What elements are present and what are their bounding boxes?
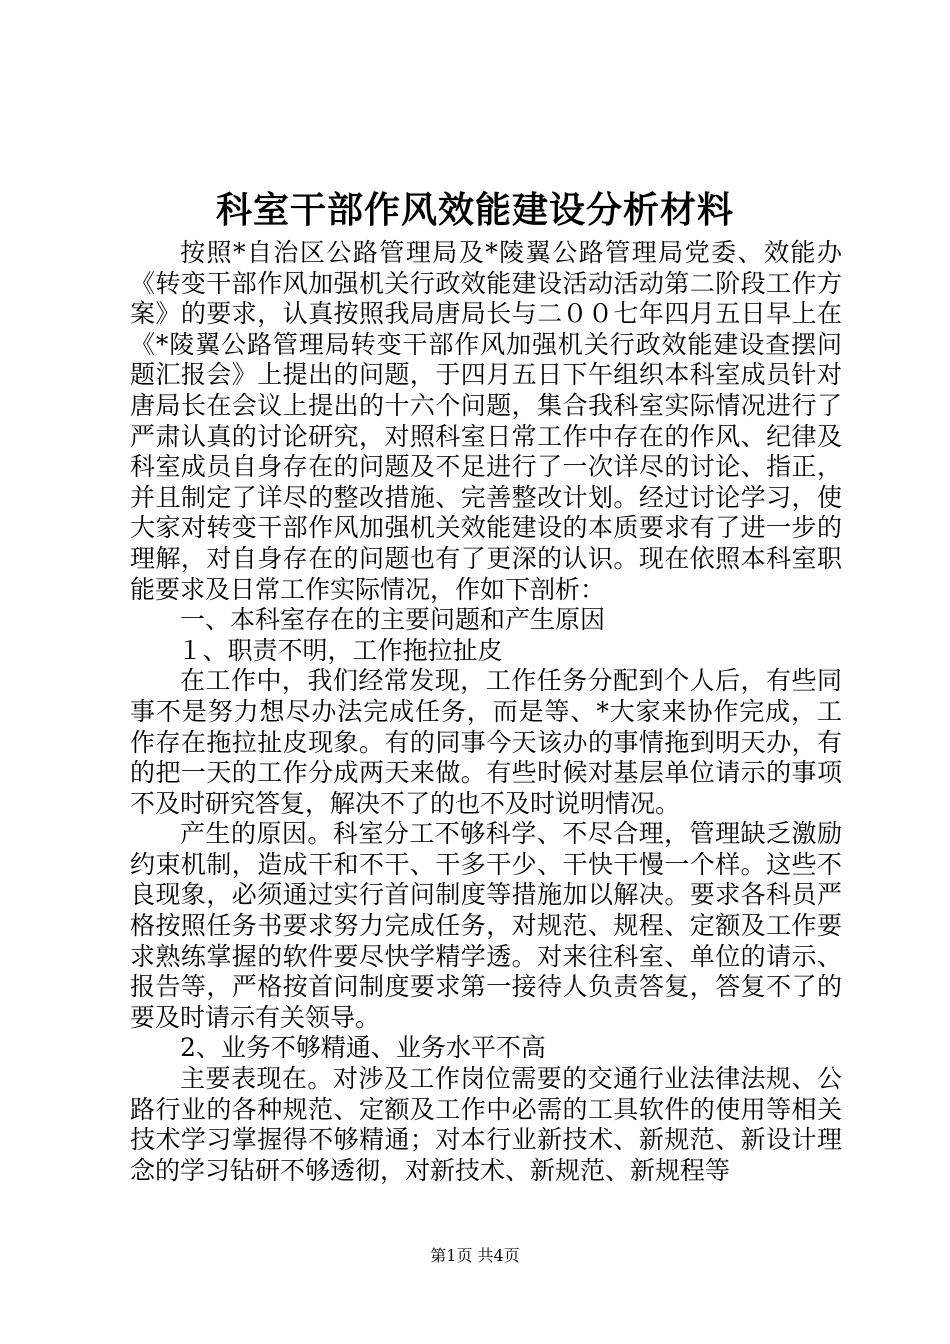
- paragraph-problem-2: 主要表现在。对涉及工作岗位需要的交通行业法律法规、公路行业的各种规范、定额及工作中必需的工具软件的使用等相关技术学习掌握得不够精通；对本行业新技术、新规范、新设计理念的学习钻研不够透彻，对新技术、新规范、新规程等: [130, 1064, 842, 1185]
- section-heading-1: 一、本科室存在的主要问题和产生原因: [180, 605, 606, 635]
- document-body: [130, 238, 842, 1186]
- document-title: 科室干部作风效能建设分析材料: [215, 189, 734, 231]
- subsection-heading-1: １、职责不明，工作拖拉扯皮: [177, 635, 503, 665]
- subsection-heading-2: 2、业务不够精通、业务水平不高: [180, 1033, 546, 1063]
- paragraph-cause-1: 产生的原因。科室分工不够科学、不尽合理，管理缺乏激励约束机制，造成干和不干、干多干少、干快干慢一个样。这些不良现象，必须通过实行首问制度等措施加以解决。要求各科员严格按照任务书要求努力完成任务，对规范、规程、定额及工作要求熟练掌握的软件要尽快学精学透。对来往科室、单位的请示、报告等，严格按首问制度要求第一接待人负责答复，答复不了的要及时请示有关领导。: [130, 819, 842, 1032]
- page-number-footer: 第1页 共4页: [430, 1246, 520, 1265]
- paragraph-problem-1: 在工作中，我们经常发现，工作任务分配到个人后，有些同事不是努力想尽办法完成任务，而是等、*大家来协作完成，工作存在拖拉扯皮现象。有的同事今天该办的事情拖到明天办，有的把一天的工作分成两天来做。有些时候对基层单位请示的事项不及时研究答复，解决不了的也不及时说明情况。: [130, 666, 842, 818]
- paragraph-intro: 按照*自治区公路管理局及*陵翼公路管理局党委、效能办《转变干部作风加强机关行政效能建设活动活动第二阶段工作方案》的要求，认真按照我局唐局长与二００七年四月五日早上在《*陵翼公路管理局转变干部作风加强机关行政效能建设查摆问题汇报会》上提出的问题，于四月五日下午组织本科室成员针对唐局长在会议上提出的十六个问题，集合我科室实际情况进行了严肃认真的讨论研究，对照科室日常工作中存在的作风、纪律及科室成员自身存在的问题及不足进行了一次详尽的讨论、指正，并且制定了详尽的整改措施、完善整改计划。经过讨论学习，使大家对转变干部作风加强机关效能建设的本质要求有了进一步的理解，对自身存在的问题也有了更深的认识。现在依照本科室职能要求及日常工作实际情况，作如下剖析：: [130, 238, 842, 604]
